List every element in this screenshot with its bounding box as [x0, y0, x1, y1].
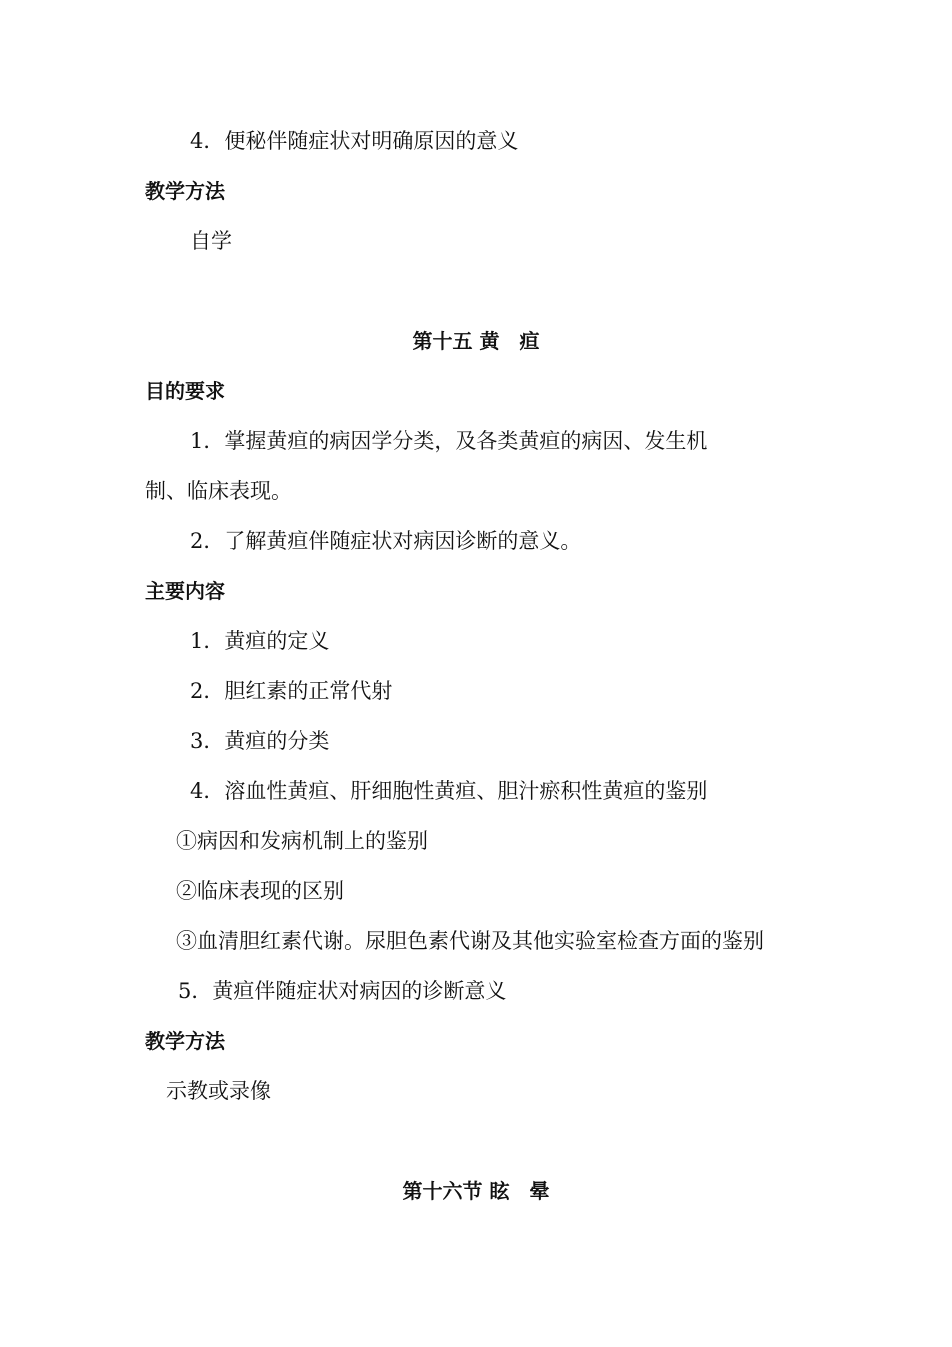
content-item: 2．胆红素的正常代射 — [190, 679, 393, 703]
objective-item: 2．了解黄疸伴随症状对病因诊断的意义。 — [190, 529, 582, 553]
section-heading: 教学方法 — [145, 1029, 225, 1053]
objective-item-continuation: 制、临床表现。 — [145, 479, 292, 503]
sub-item: ②临床表现的区别 — [176, 879, 344, 903]
content-item: 1．黄疸的定义 — [190, 629, 330, 653]
content-item: 5．黄疸伴随症状对病因的诊断意义 — [178, 979, 507, 1003]
content-item: 3．黄疸的分类 — [190, 729, 330, 753]
content-item: 4．便秘伴随症状对明确原因的意义 — [190, 129, 519, 153]
chapter-title: 第十六节 眩 晕 — [402, 1179, 550, 1203]
section-heading: 目的要求 — [145, 379, 225, 403]
method-text: 自学 — [190, 229, 232, 253]
section-heading: 主要内容 — [145, 579, 225, 603]
sub-item: ①病因和发病机制上的鉴别 — [176, 829, 428, 853]
content-item: 4．溶血性黄疸、肝细胞性黄疸、胆汁瘀积性黄疸的鉴别 — [190, 779, 708, 803]
objective-item: 1．掌握黄疸的病因学分类，及各类黄疸的病因、发生机 — [190, 429, 708, 453]
chapter-title: 第十五 黄 疸 — [412, 329, 540, 353]
section-heading: 教学方法 — [145, 179, 225, 203]
sub-item: ③血清胆红素代谢。尿胆色素代谢及其他实验室检查方面的鉴别 — [176, 929, 764, 953]
method-text: 示教或录像 — [166, 1079, 271, 1103]
